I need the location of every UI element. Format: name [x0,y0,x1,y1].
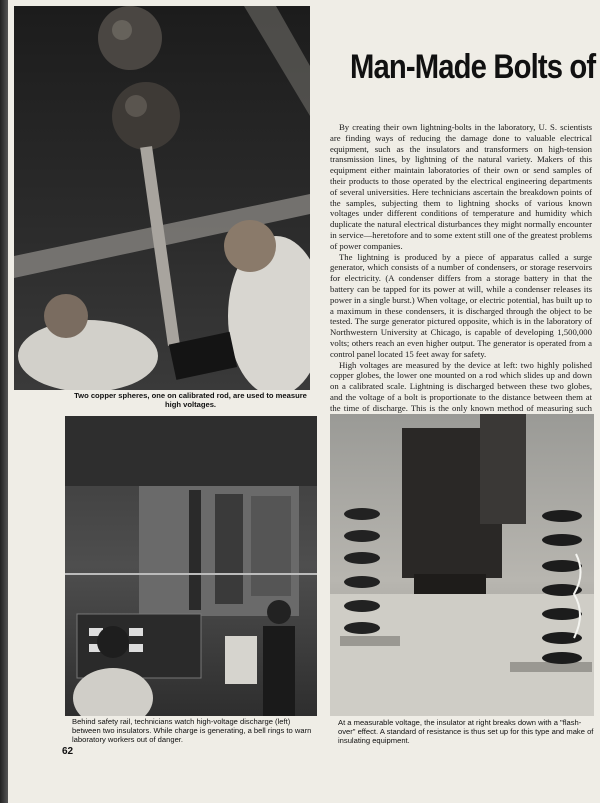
article-body [330,122,592,424]
caption-technicians: Behind safety rail, technicians watch high-voltage discharge (left) between two insulators. While charge is generating, a bell rings to warn laboratory workers out of danger. [72,717,312,744]
insulators-illustration [330,414,594,716]
page-spine [0,0,8,803]
body-paragraph-2: The lightning is produced by a piece of apparatus called a surge generator, which consists of a number of condensers, or storage reservoirs for electricity. (A condenser differs from a storage battery in that the battery can be tapped for its power at will, while a condenser releases its power in a single burst.) When voltage, or electric potential, has built up to a maximum in these condensers, it is discharged through the object to be tested. The surge generator pictured opposite, which is in the laboratory of Northwestern University at Chicago, is capable of developing 1,500,000 volts; others reach an even higher output. The generator is operated from a control panel located 15 feet away for safety. [330,251,592,359]
body-paragraph-1: By creating their own lightning-bolts in the laboratory, U. S. scientists are finding ways of reducing the damage done to valuable electrical equipment, such as the insulators and transformers on high-tension transmission lines, by lightning of the natural variety. Makers of this equipment either maintain laboratories of their own or send samples of their products to those operated by the electrical engineering departments of several universities. Here technicians ascertain the breakdown points of the samples, subjecting them to lightning shocks of various known voltages under different conditions of temperature and humidity which duplicate the natural electrical disturbances they might normally encounter in service—heretofore and to some extent still one of the greatest problems of power companies. [330,122,592,251]
caption-spheres: Two copper spheres, one on calibrated rod, are used to measure high voltages. [74,391,307,409]
spheres-illustration [14,6,310,390]
technicians-illustration [65,416,317,716]
photo-insulators [330,414,594,716]
article-title: Man-Made Bolts of [350,48,596,86]
photo-copper-spheres [14,6,310,390]
caption-insulator: At a measurable voltage, the insulator at right breaks down with a "flash-over" effect. A standard of resistance is thus set up for this type and make of insulating equipment. [338,718,594,745]
page-number: 62 [62,746,74,757]
body-paragraph-3: High voltages are measured by the device at left: two highly polished copper globes, the lower one mounted on a rod which slides up and down on a calibrated scale. Lightning is discharged between these two globes, and the voltage of a bolt is proportionate to the distance between them at the time of discharge. This is the only known method of measuring such [330,359,592,413]
magazine-page [8,0,600,803]
photo-technicians [65,416,317,716]
